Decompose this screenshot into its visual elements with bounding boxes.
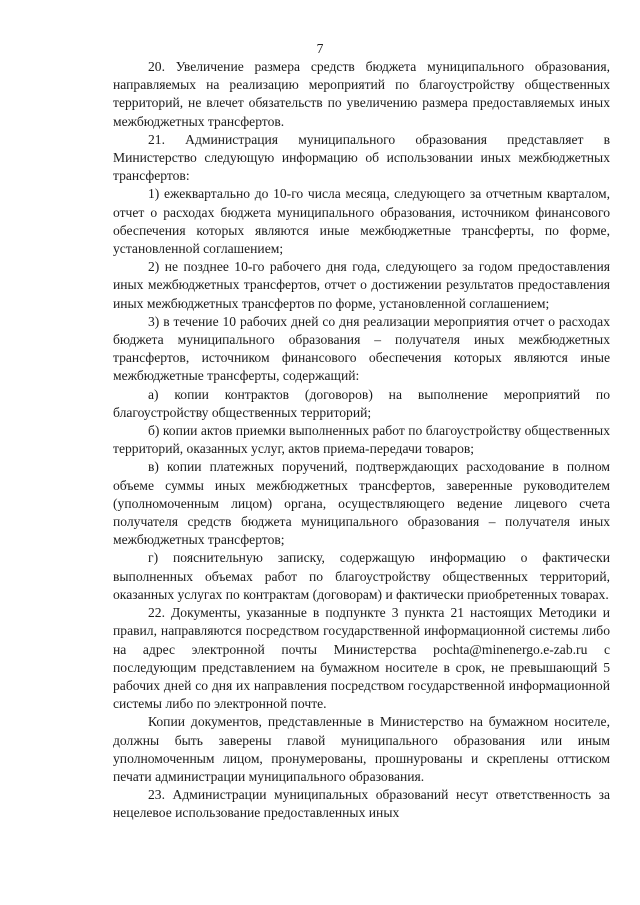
page-number: 7 xyxy=(316,41,324,56)
paragraph-21-item-3g: г) пояснительную записку, содержащую информацию о фактически выполненных объемах работ по благоустройству общественных территорий, оказанных услугах по контрактам (договорам) и фактически приобретенных товарах. xyxy=(113,550,610,602)
paragraph-23: 23. Администрации муниципальных образований несут ответственность за нецелевое использование предоставленных иных xyxy=(113,787,610,821)
paragraph-20: 20. Увеличение размера средств бюджета муниципального образования, направляемых на реализацию мероприятий по благоустройству общественных территорий, не влечет обязательств по увеличению размера предоставляемых иных межбюджетных трансфертов. xyxy=(113,59,610,129)
paragraph-21-item-2: 2) не позднее 10-го рабочего дня года, следующего за годом предоставления иных межбюджетных трансфертов, отчет о достижении результатов предоставления иных межбюджетных трансфертов по форме, установленной соглашением; xyxy=(113,259,610,311)
paragraph-21-item-3b: б) копии актов приемки выполненных работ по благоустройству общественных территорий, оказанных услуг, актов приема-передачи товаров; xyxy=(113,423,610,457)
paragraph-21-item-1: 1) ежеквартально до 10-го числа месяца, следующего за отчетным кварталом, отчет о расходах бюджета муниципального образования, источником финансового обеспечения которых являются иные межбюджетные трансферты, по форме, установленной соглашением; xyxy=(113,186,610,257)
document-body xyxy=(113,58,610,823)
paragraph-22-copies: Копии документов, представленные в Министерство на бумажном носителе, должны быть заверены главой муниципального образования или иным уполномоченным лицом, пронумерованы, прошнурованы и скреплены оттиском печати администрации муниципального образования. xyxy=(113,714,610,784)
paragraph-21-item-3: 3) в течение 10 рабочих дней со дня реализации мероприятия отчет о расходах бюджета муниципального образования – получателя иных межбюджетных трансфертов, источником финансового обеспечения которых являются иные межбюджетные трансферты, содержащий: xyxy=(113,313,610,384)
paragraph-21-item-3a: а) копии контрактов (договоров) на выполнение мероприятий по благоустройству общественных территорий; xyxy=(113,386,610,420)
paragraph-21-item-3v: в) копии платежных поручений, подтверждающих расходование в полном объеме суммы иных межбюджетных трансфертов, заверенные руководителем (уполномоченным лицом) органа, осуществляющего ведение лицевого счета получателя средств бюджета муниципального образования – получателя иных межбюджетных трансфертов; xyxy=(113,459,610,548)
paragraph-22: 22. Документы, указанные в подпункте 3 пункта 21 настоящих Методики и правил, направляются посредством государственной информационной системы либо на адрес электронной почты Министерства pochta@minenergo.e-zab.ru с последующим представлением на бумажном носителе в срок, не превышающий 5 рабочих дней со дня их направления посредством государственной информационной системы либо по электронной почте. xyxy=(113,605,610,712)
paragraph-21: 21. Администрация муниципального образования представляет в Министерство следующую информацию об использовании иных межбюджетных трансфертов: xyxy=(113,131,610,184)
